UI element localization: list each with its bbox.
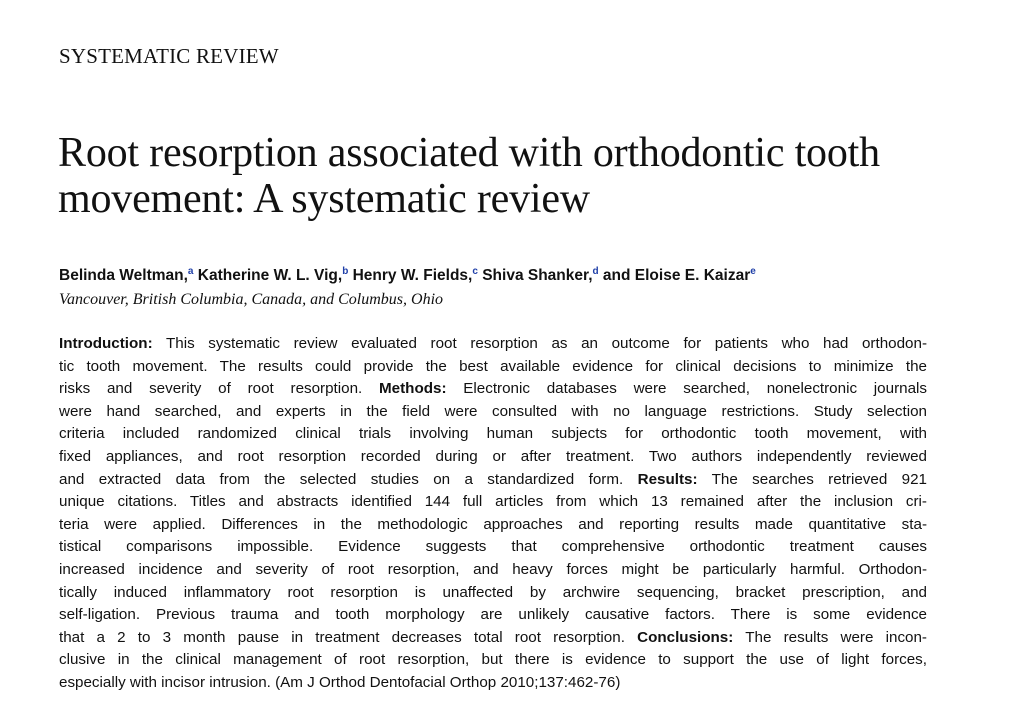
title-line-2: movement: A systematic review <box>58 176 590 222</box>
abstract-line <box>59 604 927 627</box>
abstract-text: This systematic review evaluated root resorption as an outcome for patients who had orthodon- <box>152 335 927 352</box>
abstract-text: fixed appliances, and root resorption recorded during or after treatment. Two authors independently reviewed <box>59 447 927 465</box>
author-affiliation-marker[interactable]: d <box>592 266 599 277</box>
abstract-text: The results were incon- <box>733 628 927 646</box>
abstract-line <box>59 536 927 559</box>
abstract-text: unique citations. Titles and abstracts identified 144 full articles from which 13 remained after the inclusion cri- <box>59 493 927 511</box>
abstract-section-heading: Conclusions: <box>637 628 734 646</box>
abstract-text: The searches retrieved 921 <box>697 470 927 488</box>
author-location: Vancouver, British Columbia, Canada, and Columbus, Ohio <box>59 291 444 308</box>
abstract-text: increased incidence and severity of root resorption, and heavy forces might be particularly harmful. Orthodon- <box>59 560 927 578</box>
abstract-line <box>59 514 927 537</box>
abstract-section-heading: Introduction: <box>59 335 153 352</box>
abstract-line <box>59 469 927 492</box>
abstract <box>59 333 927 695</box>
abstract-text: tic tooth movement. The results could provide the best available evidence for clinical decisions to minimize the <box>59 357 927 375</box>
abstract-line <box>59 333 927 356</box>
author-affiliation-marker[interactable]: e <box>750 266 756 277</box>
article-title <box>58 130 1018 222</box>
abstract-text: and extracted data from the selected studies on a standardized form. <box>59 470 638 488</box>
abstract-line <box>59 356 927 379</box>
author-name: Shiva Shanker, <box>482 267 593 284</box>
abstract-line <box>59 582 927 605</box>
abstract-text: clusive in the clinical management of root resorption, but there is evidence to support the use of light forces, <box>59 651 927 669</box>
abstract-section-heading: Results: <box>637 470 698 488</box>
abstract-text: risks and severity of root resorption. <box>59 380 380 398</box>
abstract-section-heading: Methods: <box>379 380 447 398</box>
abstract-line <box>59 401 927 424</box>
abstract-text: tistical comparisons impossible. Evidence suggests that comprehensive orthodontic treatment causes <box>59 538 927 556</box>
abstract-text: criteria included randomized clinical trials involving human subjects for orthodontic tooth movement, with <box>59 425 927 443</box>
author-name: and Eloise E. Kaizar <box>602 267 751 284</box>
author-name: Henry W. Fields, <box>352 267 473 284</box>
section-label: SYSTEMATIC REVIEW <box>59 44 279 68</box>
abstract-line <box>59 423 927 446</box>
author-list <box>59 265 756 287</box>
abstract-line <box>59 491 927 514</box>
abstract-line <box>59 627 927 650</box>
abstract-line <box>59 378 927 401</box>
author-affiliation-marker[interactable]: b <box>342 266 349 277</box>
abstract-line <box>59 559 927 582</box>
abstract-text: Electronic databases were searched, nonelectronic journals <box>446 380 927 398</box>
abstract-text: that a 2 to 3 month pause in treatment decreases total root resorption. <box>59 628 638 646</box>
author-name: Belinda Weltman, <box>59 267 188 284</box>
abstract-line <box>59 649 927 672</box>
author-name: Katherine W. L. Vig, <box>197 267 343 284</box>
title-line-1: Root resorption associated with orthodontic tooth <box>58 130 880 176</box>
author-affiliation-marker[interactable]: a <box>187 266 194 277</box>
abstract-line <box>59 446 927 469</box>
abstract-text: tically induced inflammatory root resorption is unaffected by archwire sequencing, bracket prescription, and <box>59 583 927 601</box>
abstract-text: were hand searched, and experts in the field were consulted with no language restrictions. Study selection <box>59 402 927 420</box>
author-affiliation-marker[interactable]: c <box>472 266 478 277</box>
abstract-text: teria were applied. Differences in the methodologic approaches and reporting results made quantitative sta- <box>59 515 927 533</box>
abstract-line <box>59 672 927 695</box>
abstract-text: self-ligation. Previous trauma and tooth morphology are unlikely causative factors. There is some evidence <box>59 606 927 624</box>
abstract-text: especially with incisor intrusion. (Am J Orthod Dentofacial Orthop 2010;137:462-76) <box>59 673 621 691</box>
